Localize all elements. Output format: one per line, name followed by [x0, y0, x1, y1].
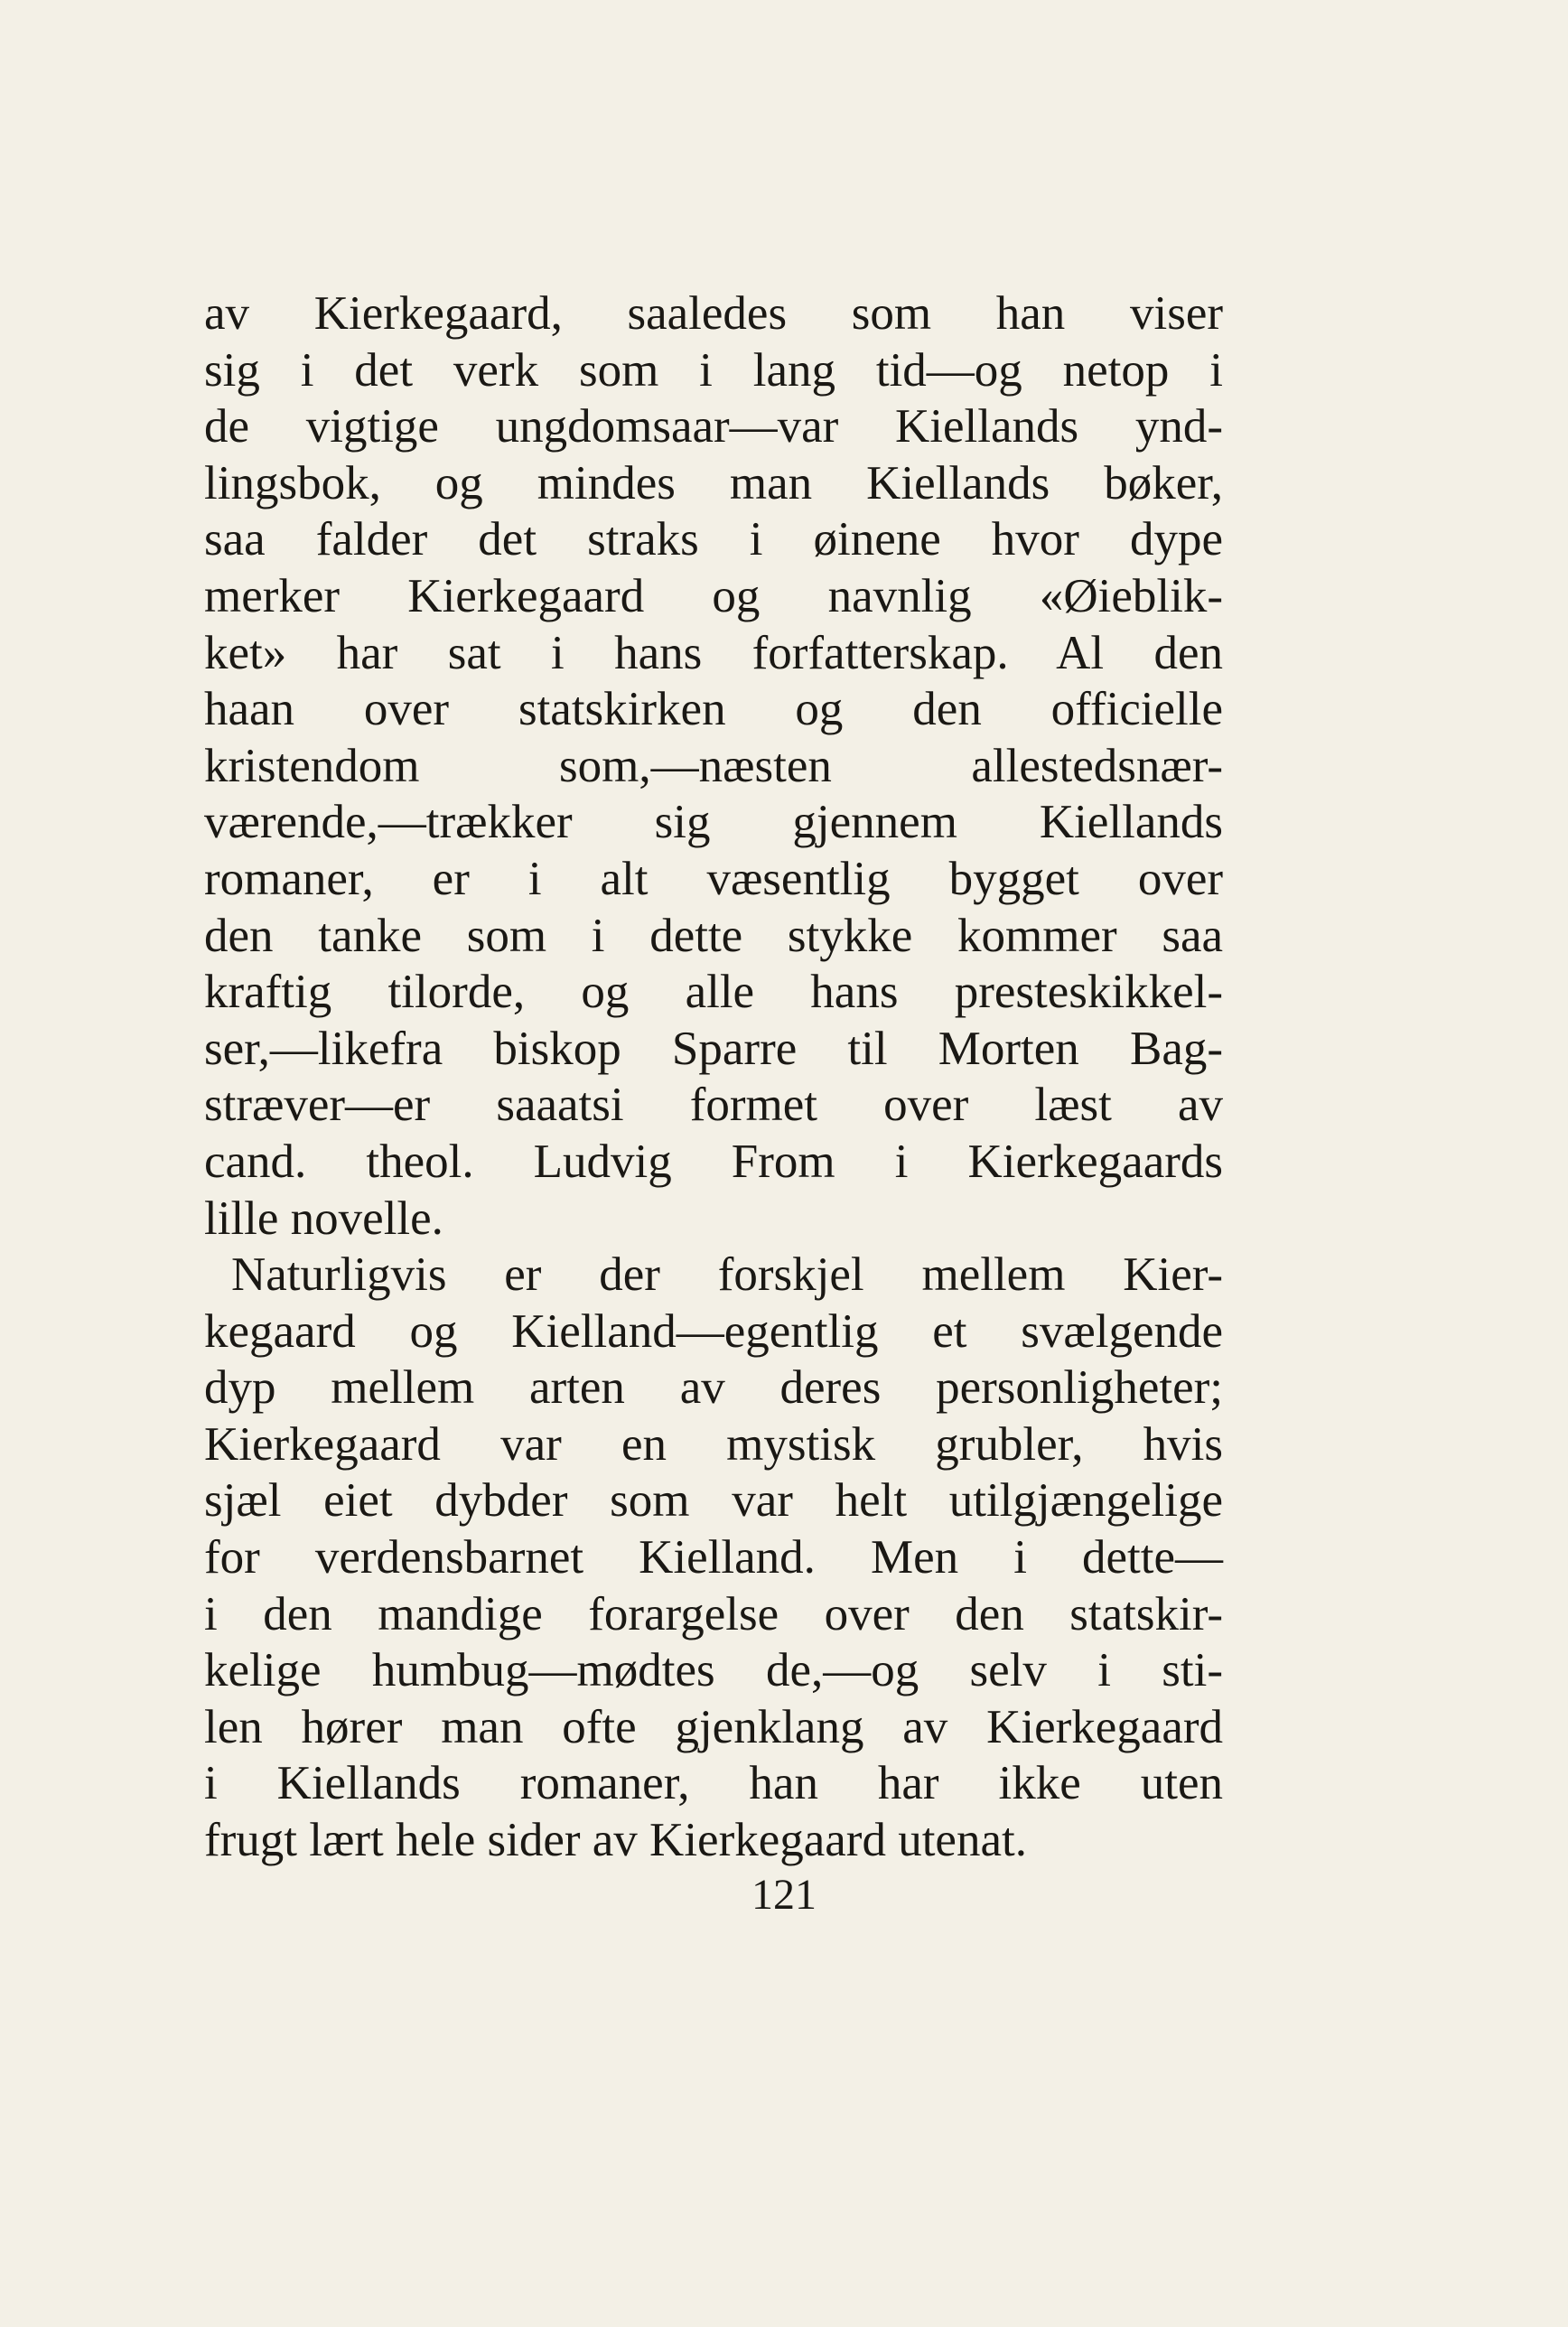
text-line: dyp mellem arten av deres personligheter; [204, 1361, 1223, 1415]
body-text [204, 285, 1223, 1869]
text-line: saa falder det straks i øinene hvor dype [204, 513, 1223, 566]
text-line: sig i det verk som i lang tid—og netop i [204, 343, 1223, 397]
text-line: i Kiellands romaner, han har ikke uten [204, 1757, 1223, 1810]
text-line: kraftig tilorde, og alle hans presteskikkel- [204, 966, 1223, 1019]
text-line: frugt lært hele sider av Kierkegaard utenat. [204, 1814, 1027, 1867]
text-line: kegaard og Kielland—egentlig et svælgende [204, 1304, 1223, 1358]
text-line: sjæl eiet dybder som var helt utilgjængelige [204, 1474, 1223, 1528]
text-line: kelige humbug—mødtes de,—og selv i sti- [204, 1644, 1223, 1697]
text-line: den tanke som i dette stykke kommer saa [204, 909, 1223, 962]
text-line: ket» har sat i hans forfatterskap. Al den [204, 626, 1223, 679]
text-line: lingsbok, og mindes man Kiellands bøker, [204, 456, 1223, 509]
text-line: Kierkegaard var en mystisk grubler, hvis [204, 1417, 1223, 1471]
text-line: haan over statskirken og den officielle [204, 683, 1223, 736]
text-line: ser,—likefra biskop Sparre til Morten Bag- [204, 1022, 1223, 1075]
text-line: merker Kierkegaard og navnlig «Øieblik- [204, 569, 1223, 622]
text-line: len hører man ofte gjenklang av Kierkegaard [204, 1700, 1223, 1753]
text-line: av Kierkegaard, saaledes som han viser [204, 287, 1223, 340]
text-line: stræver—er saaatsi formet over læst av [204, 1079, 1223, 1132]
text-line: i den mandige forargelse over den statskir- [204, 1587, 1223, 1640]
text-line: for verdensbarnet Kielland. Men i dette— [204, 1531, 1223, 1584]
text-line: lille novelle. [204, 1192, 443, 1245]
text-line: cand. theol. Ludvig From i Kierkegaards [204, 1135, 1223, 1188]
text-line: de vigtige ungdomsaar—var Kiellands ynd- [204, 400, 1223, 453]
text-line: værende,—trækker sig gjennem Kiellands [204, 796, 1223, 849]
text-line: Naturligvis er der forskjel mellem Kier- [231, 1248, 1223, 1302]
page-number: 121 [751, 1871, 817, 1919]
text-line: romaner, er i alt væsentlig bygget over [204, 852, 1223, 905]
text-line: kristendom som,—næsten allestedsnær- [204, 739, 1223, 792]
